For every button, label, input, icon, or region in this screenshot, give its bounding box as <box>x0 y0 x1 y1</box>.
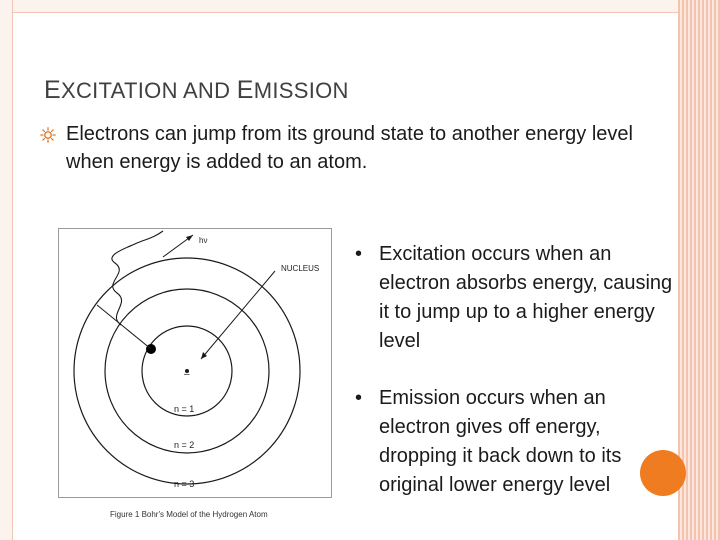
electron-line <box>97 305 151 349</box>
level-label-n3: n = 3 <box>174 479 195 489</box>
list-item-emission <box>355 384 680 500</box>
title-part-1: XCITATION AND <box>60 78 237 103</box>
main-bullet <box>40 120 640 176</box>
bullet-dot: • <box>355 387 363 409</box>
slide-frame-top <box>0 0 720 13</box>
slide-title <box>44 76 349 105</box>
level-label-n2: n = 2 <box>174 440 195 450</box>
level-label-n1: n = 1 <box>174 404 195 414</box>
charge-label: – <box>184 369 190 380</box>
excitation-emission-list <box>355 240 680 500</box>
slide-frame-left <box>0 0 13 540</box>
title-part-2: MISSION <box>253 78 349 103</box>
sun-bullet-icon <box>40 127 56 143</box>
title-cap-2: E <box>236 76 254 104</box>
nucleus-label: NUCLEUS <box>281 264 320 273</box>
list-item-text: Excitation occurs when an electron absorbs energy, causing it to jump up to a higher energy level <box>379 243 673 352</box>
photon-label: hν <box>199 236 208 245</box>
title-cap-1: E <box>44 76 61 104</box>
photon-wave <box>112 231 163 325</box>
bohr-model-diagram <box>59 229 331 497</box>
slide-frame-right-stripes <box>678 0 720 540</box>
bullet-dot: • <box>355 243 363 265</box>
bohr-model-figure <box>58 228 332 498</box>
main-bullet-text: Electrons can jump from its ground state to another energy level when energy is added to an atom. <box>66 123 633 173</box>
decorative-orange-circle <box>640 450 686 496</box>
list-item-text: Emission occurs when an electron gives off energy, dropping it back down to its original lower energy level <box>379 387 622 496</box>
photon-arrow-head <box>186 235 193 241</box>
figure-caption: Figure 1 Bohr's Model of the Hydrogen Atom <box>110 510 268 519</box>
list-item-excitation <box>355 240 680 356</box>
nucleus-pointer <box>201 271 275 359</box>
